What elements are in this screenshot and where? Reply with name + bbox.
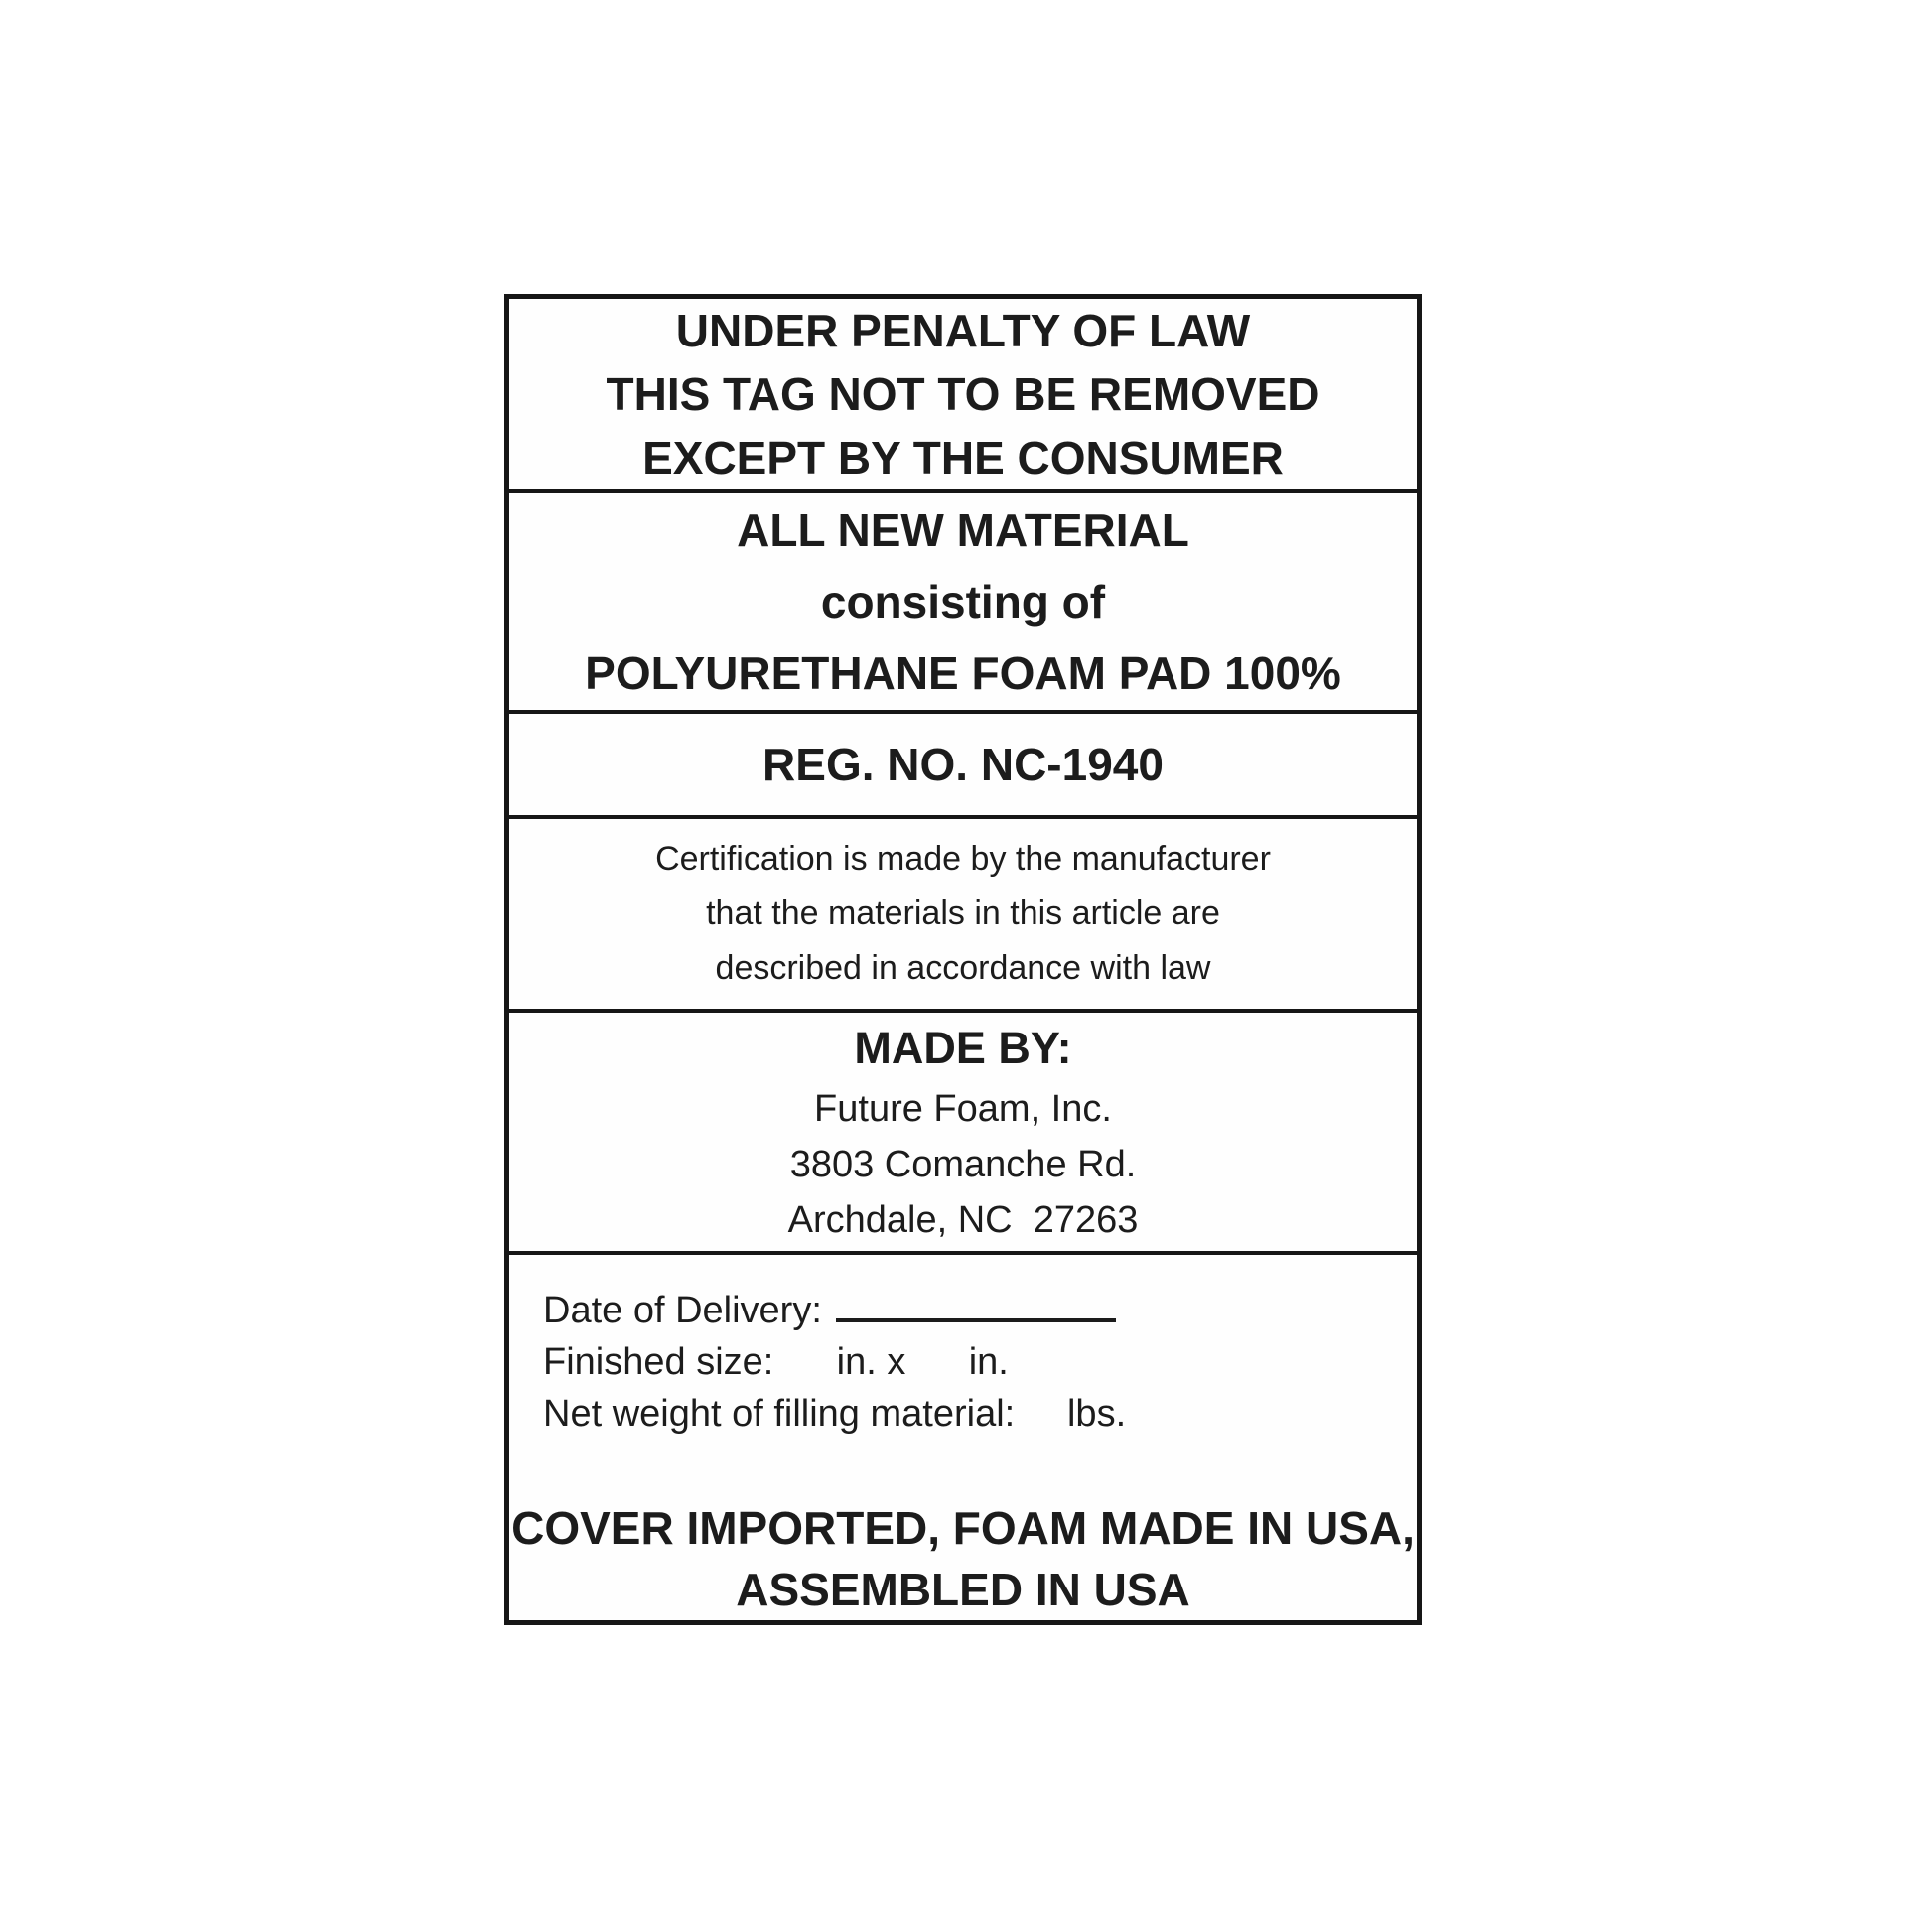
origin-line-2: ASSEMBLED IN USA — [736, 1564, 1190, 1616]
material-line-3: POLYURETHANE FOAM PAD 100% — [585, 646, 1341, 699]
certification-line-2: that the materials in this article are — [706, 894, 1220, 932]
penalty-line-3: EXCEPT BY THE CONSUMER — [642, 432, 1284, 483]
origin-line-1: COVER IMPORTED, FOAM MADE IN USA, — [511, 1502, 1415, 1555]
made-by-heading: MADE BY: — [854, 1022, 1072, 1073]
details-section — [509, 1255, 1417, 1620]
material-section — [509, 493, 1417, 714]
date-of-delivery-blank — [836, 1289, 1116, 1322]
manufacturer-city-state-zip: Archdale, NC 27263 — [787, 1198, 1139, 1241]
made-by-section — [509, 1013, 1417, 1255]
finished-size-row: Finished size: in. x in. — [543, 1341, 1009, 1384]
manufacturer-street: 3803 Comanche Rd. — [789, 1143, 1137, 1185]
penalty-line-1: UNDER PENALTY OF LAW — [675, 305, 1251, 356]
net-weight-row: Net weight of filling material: lbs. — [543, 1393, 1127, 1436]
law-tag-label — [504, 294, 1422, 1625]
penalty-notice-section — [509, 299, 1417, 493]
certification-line-1: Certification is made by the manufacturer — [655, 839, 1271, 878]
certification-section — [509, 819, 1417, 1013]
date-of-delivery-row — [543, 1285, 1417, 1336]
registration-number: REG. NO. NC-1940 — [762, 738, 1164, 790]
origin-statement — [509, 1497, 1417, 1620]
penalty-line-2: THIS TAG NOT TO BE REMOVED — [606, 368, 1320, 420]
date-of-delivery-label: Date of Delivery: — [543, 1290, 822, 1332]
certification-line-3: described in accordance with law — [715, 948, 1211, 987]
registration-number-section — [509, 714, 1417, 819]
manufacturer-name: Future Foam, Inc. — [814, 1087, 1112, 1130]
material-line-2: consisting of — [820, 575, 1106, 627]
material-line-1: ALL NEW MATERIAL — [737, 503, 1189, 556]
